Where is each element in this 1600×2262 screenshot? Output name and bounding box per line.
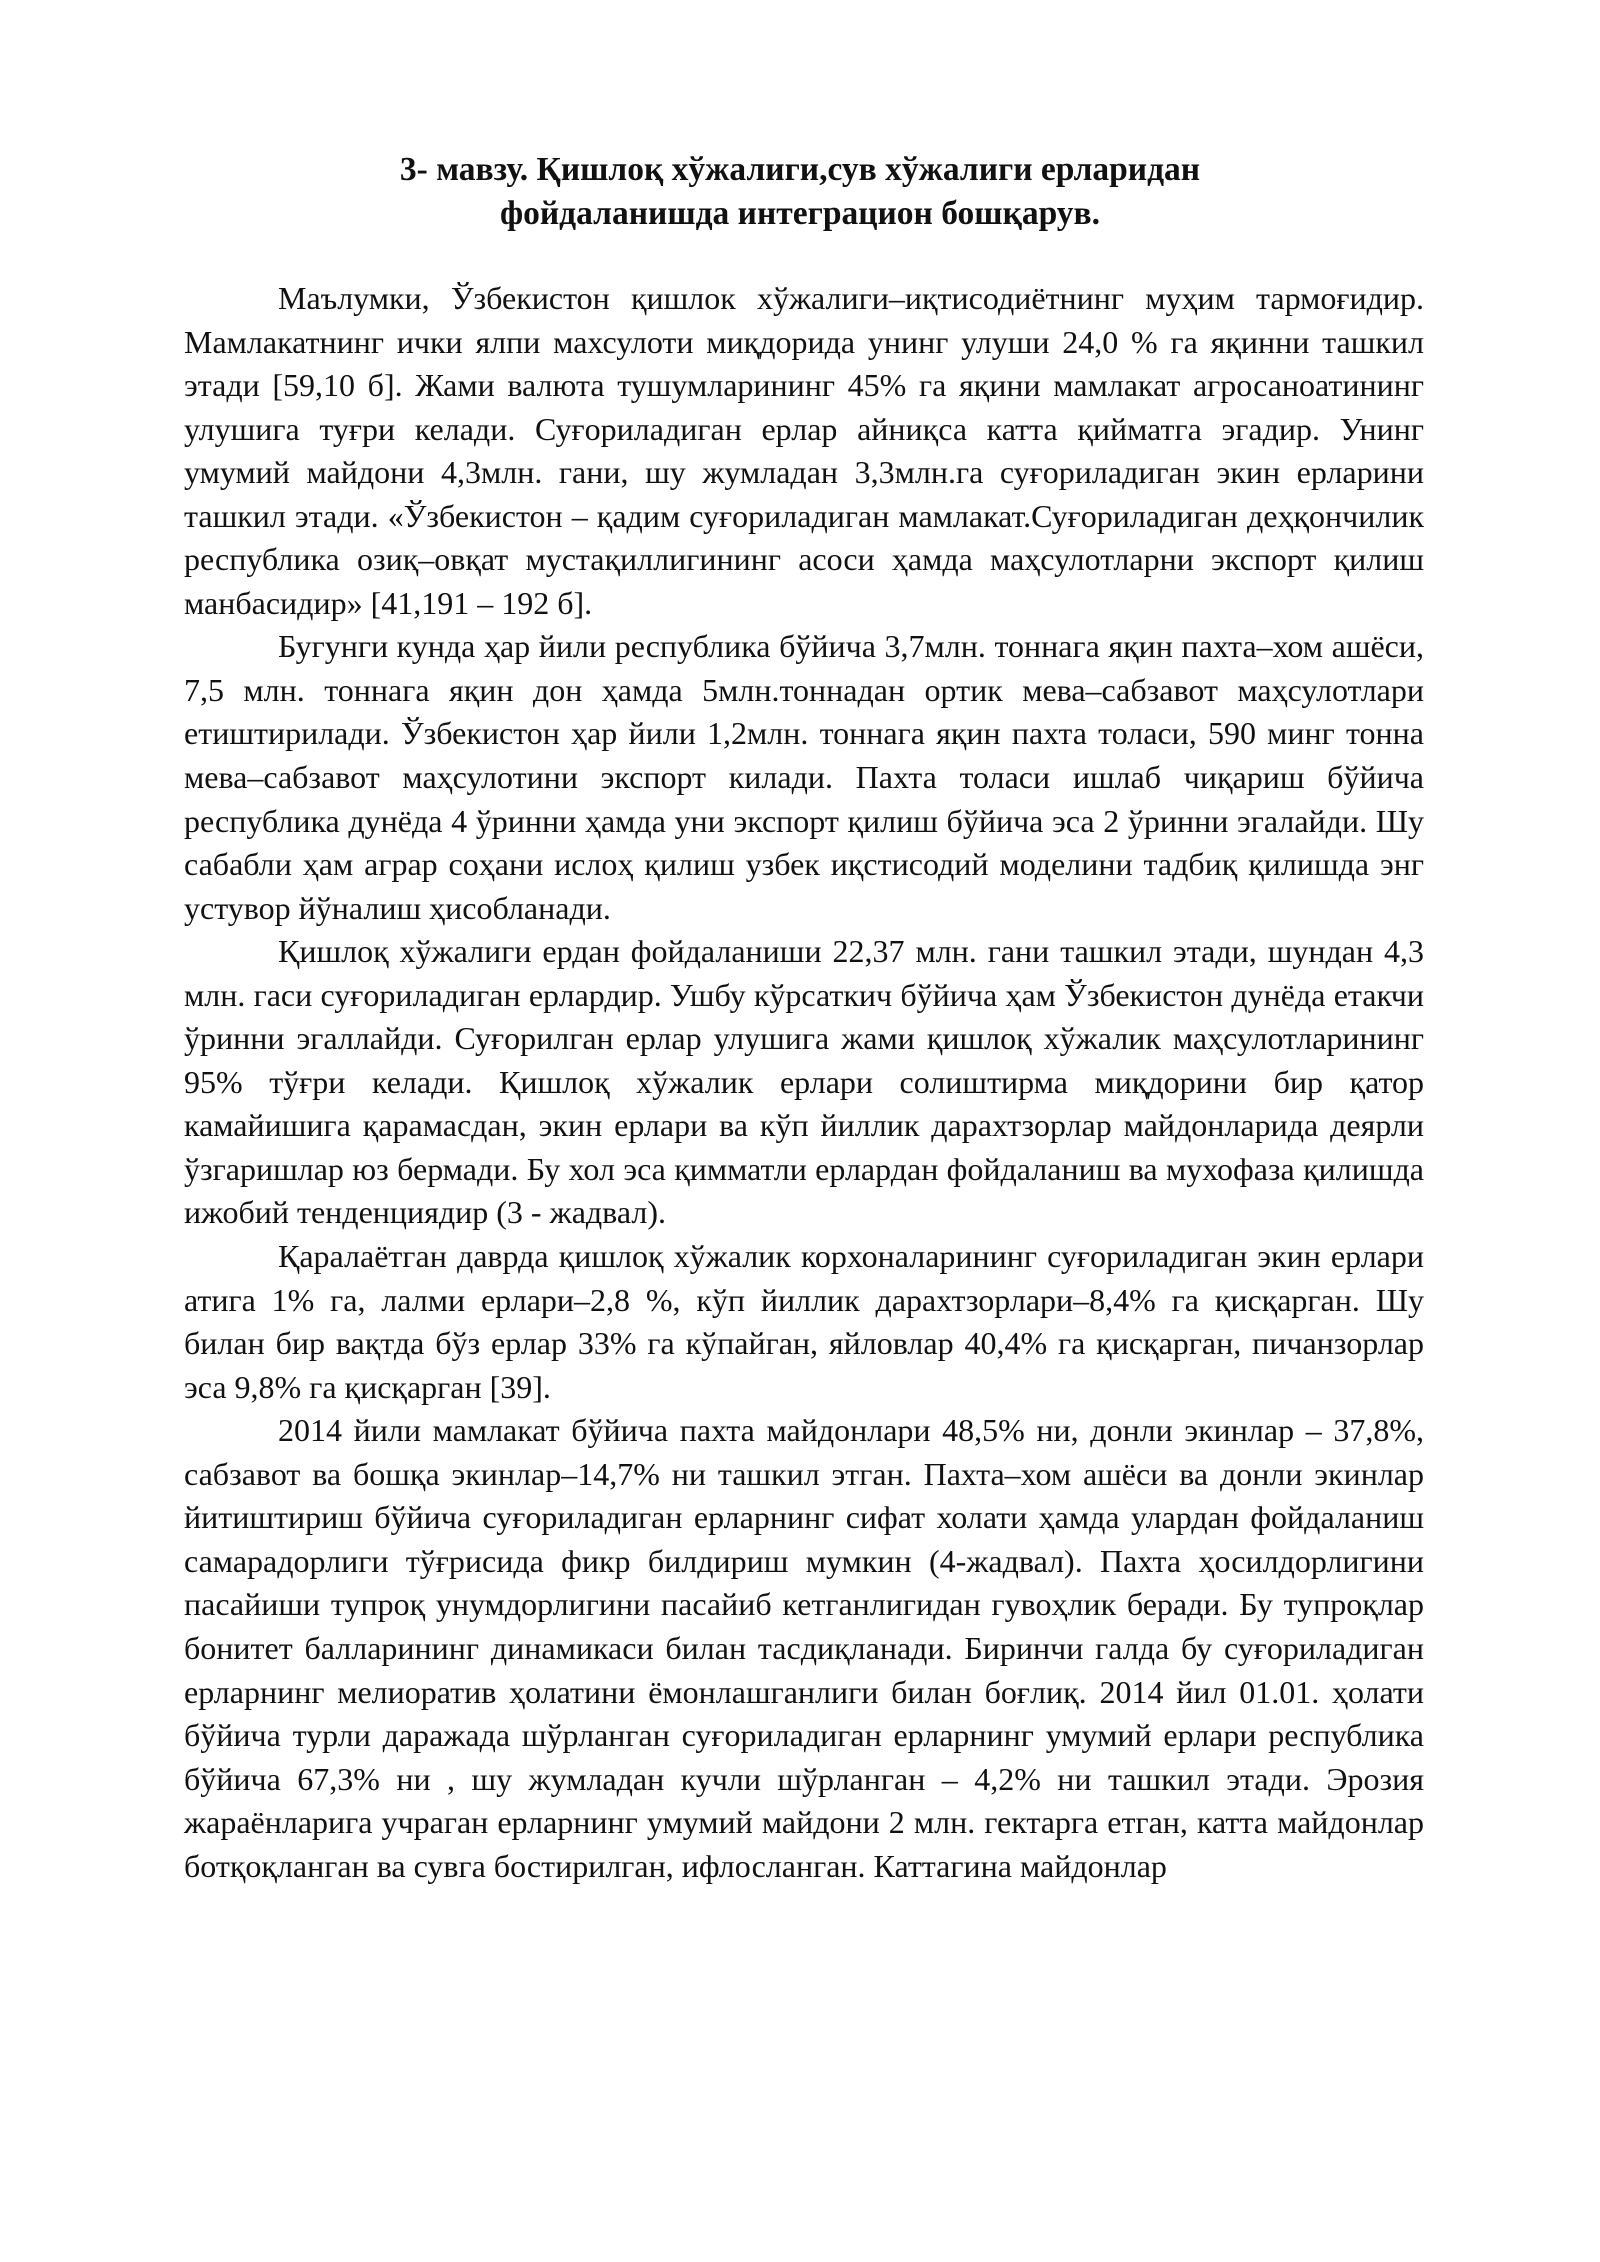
- paragraph-3: Қишлоқ хўжалиги ердан фойдаланиши 22,37 млн. гани ташкил этади, шундан 4,3 млн. гаси суғориладиган ерлардир. Ушбу кўрсаткич бўйича ҳам Ўзбекистон дунёда етакчи ўринни эгаллайди. Суғорилган ерлар улушига жами қишлоқ хўжалик маҳсулотларининг 95% тўғри келади. Қишлоқ хўжалик ерлари солиштирма миқдорини бир қатор камайишига қарамасдан, экин ерлари ва кўп йиллик дарахтзорлар майдонларида деярли ўзгаришлар юз бермади. Бу хол эса қимматли ерлардан фойдаланиш ва мухофаза қилишда ижобий тенденциядир (3 - жадвал).: [184, 933, 1424, 1231]
- paragraph-1: Маълумки, Ўзбекистон қишлок хўжалиги–иқтисодиётнинг муҳим тармоғидир. Мамлакатнинг ички ялпи махсулоти миқдорида унинг улуши 24,0 % га яқинни ташкил этади [59,10 б]. Жами валюта тушумларининг 45% га яқини мамлакат агросаноатининг улушига туғри келади. Суғориладиган ерлар айниқса катта қийматга эгадир. Унинг умумий майдони 4,3млн. гани, шу жумладан 3,3млн.га суғориладиган экин ерларини ташкил этади. «Ўзбекистон – қадим суғориладиган мамлакат.Суғориладиган деҳқончилик республика озиқ–овқат мустақиллигининг асоси ҳамда маҳсулотларни экспорт қилиш манбасидир» [41,191 – 192 б].: [184, 280, 1424, 621]
- paragraph-4: Қаралаётган даврда қишлоқ хўжалик корхоналарининг суғориладиган экин ерлари атига 1% га, лалми ерлари–2,8 %, кўп йиллик дарахтзорлари–8,4% га қисқарган. Шу билан бир вақтда бўз ерлар 33% га кўпайган, яйловлар 40,4% га қисқарган, пичанзорлар эса 9,8% га қисқарган [39].: [184, 1238, 1424, 1405]
- document-body: [184, 277, 1424, 1888]
- paragraph-5: 2014 йили мамлакат бўйича пахта майдонлари 48,5% ни, донли экинлар – 37,8%, сабзавот ва бошқа экинлар–14,7% ни ташкил этган. Пахта–хом ашёси ва донли экинлар йитиштириш бўйича суғориладиган ерларнинг сифат холати ҳамда улардан фойдаланиш самарадорлиги тўғрисида фикр билдириш мумкин (4-жадвал). Пахта ҳосилдорлигини пасайиши тупроқ унумдорлигини пасайиб кетганлигидан гувоҳлик беради. Бу тупроқлар бонитет балларининг динамикаси билан тасдиқланади. Биринчи галда бу суғориладиган ерларнинг мелиоратив ҳолатини ёмонлашганлиги билан боғлиқ. 2014 йил 01.01. ҳолати бўйича турли даражада шўрланган суғориладиган ерларнинг умумий ерлари республика бўйича 67,3% ни , шу жумладан кучли шўрланган – 4,2% ни ташкил этади. Эрозия жараёнларига учраган ерларнинг умумий майдони 2 млн. гектарга етган, катта майдонлар ботқоқланган ва сувга бостирилган, ифлосланган. Каттагина майдонлар: [184, 1412, 1424, 1884]
- paragraph-2: Бугунги кунда ҳар йили республика бўйича 3,7млн. тоннага яқин пахта–хом ашёси, 7,5 млн. тоннага яқин дон ҳамда 5млн.тоннадан ортик мева–сабзавот маҳсулотлари етиштирилади. Ўзбекистон ҳар йили 1,2млн. тоннага яқин пахта толаси, 590 минг тонна мева–сабзавот маҳсулотини экспорт килади. Пахта толаси ишлаб чиқариш бўйича республика дунёда 4 ўринни ҳамда уни экспорт қилиш бўйича эса 2 ўринни эгалайди. Шу сабабли ҳам аграр соҳани ислоҳ қилиш узбек иқстисодий моделини тадбиқ қилишда энг устувор йўналиш ҳисобланади.: [184, 628, 1424, 926]
- title-line-2: фойдаланишда интеграцион бошқарув.: [499, 195, 1101, 232]
- page-title: [180, 148, 1420, 236]
- title-line-1: 3- мавзу. Қишлоқ хўжалиги,сув хўжалиги ерларидан: [399, 151, 1201, 188]
